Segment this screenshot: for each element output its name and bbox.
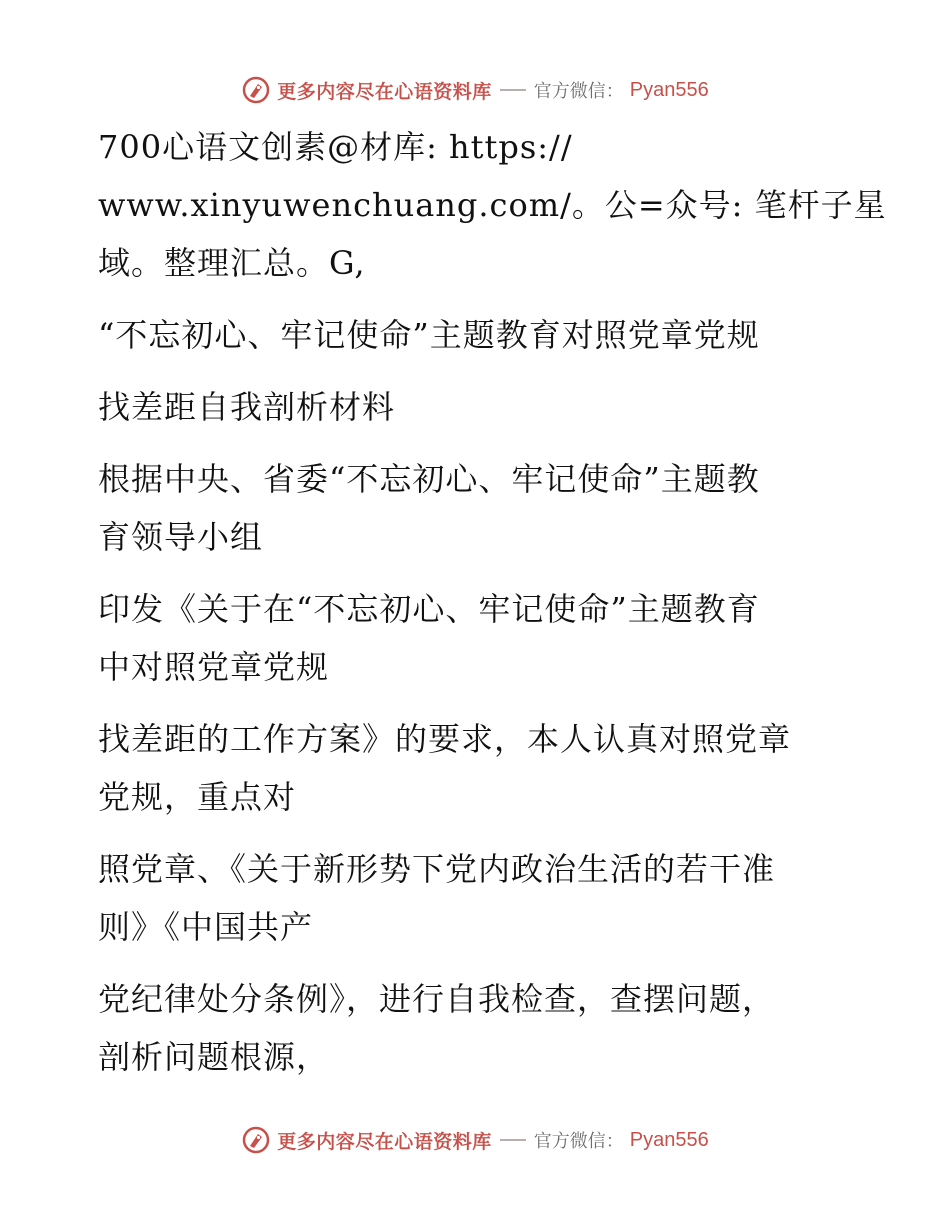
document-body	[98, 118, 887, 1086]
watermark-wechat-label: 官方微信：	[533, 81, 624, 102]
spacer	[98, 826, 838, 840]
watermark-divider	[500, 1139, 526, 1141]
paragraph-line: 中对照党章党规	[98, 648, 330, 686]
watermark-title: 更多内容尽在心语资料库	[277, 80, 492, 103]
watermark-wechat-id: Pyan556	[629, 78, 709, 101]
watermark-wechat-label: 官方微信：	[533, 1131, 624, 1152]
pen-nib-logo-icon	[241, 1125, 271, 1155]
spacer	[98, 364, 838, 378]
watermark-divider	[500, 89, 526, 91]
spacer	[98, 696, 838, 710]
paragraph-line: 则》《中国共产	[98, 908, 314, 946]
document-heading-line: 找差距自我剖析材料	[98, 388, 396, 426]
paragraph-line: 育领导小组	[98, 518, 264, 556]
paragraph-line: 党规，重点对	[98, 778, 297, 816]
watermark-title: 更多内容尽在心语资料库	[277, 1130, 492, 1153]
document-heading-line: “不忘初心、牢记使命”主题教育对照党章党规	[98, 316, 760, 354]
watermark-wechat-id: Pyan556	[629, 1128, 709, 1151]
paragraph-line: 根据中央、省委“不忘初心、牢记使命”主题教	[98, 460, 760, 498]
footer-watermark	[0, 1120, 950, 1160]
paragraph-line: 印发《关于在“不忘初心、牢记使命”主题教育	[98, 590, 760, 628]
intro-line: 域。整理汇总。G,	[98, 244, 366, 282]
paragraph-line: 照党章、《关于新形势下党内政治生活的若干准	[98, 850, 776, 888]
intro-line: 700心语文创素@材库: https://	[98, 128, 573, 166]
spacer	[98, 956, 838, 970]
paragraph-line: 党纪律处分条例》，进行自我检查，查摆问题，	[98, 980, 776, 1018]
paragraph-line: 剖析问题根源，	[98, 1038, 330, 1076]
paragraph-line: 找差距的工作方案》的要求，本人认真对照党章	[98, 720, 792, 758]
header-watermark	[0, 70, 950, 110]
spacer	[98, 292, 838, 306]
spacer	[98, 566, 838, 580]
pen-nib-logo-icon	[241, 75, 271, 105]
spacer	[98, 436, 838, 450]
intro-line: www.xinyuwenchuang.com/。公=众号: 笔杆子星	[98, 186, 887, 224]
